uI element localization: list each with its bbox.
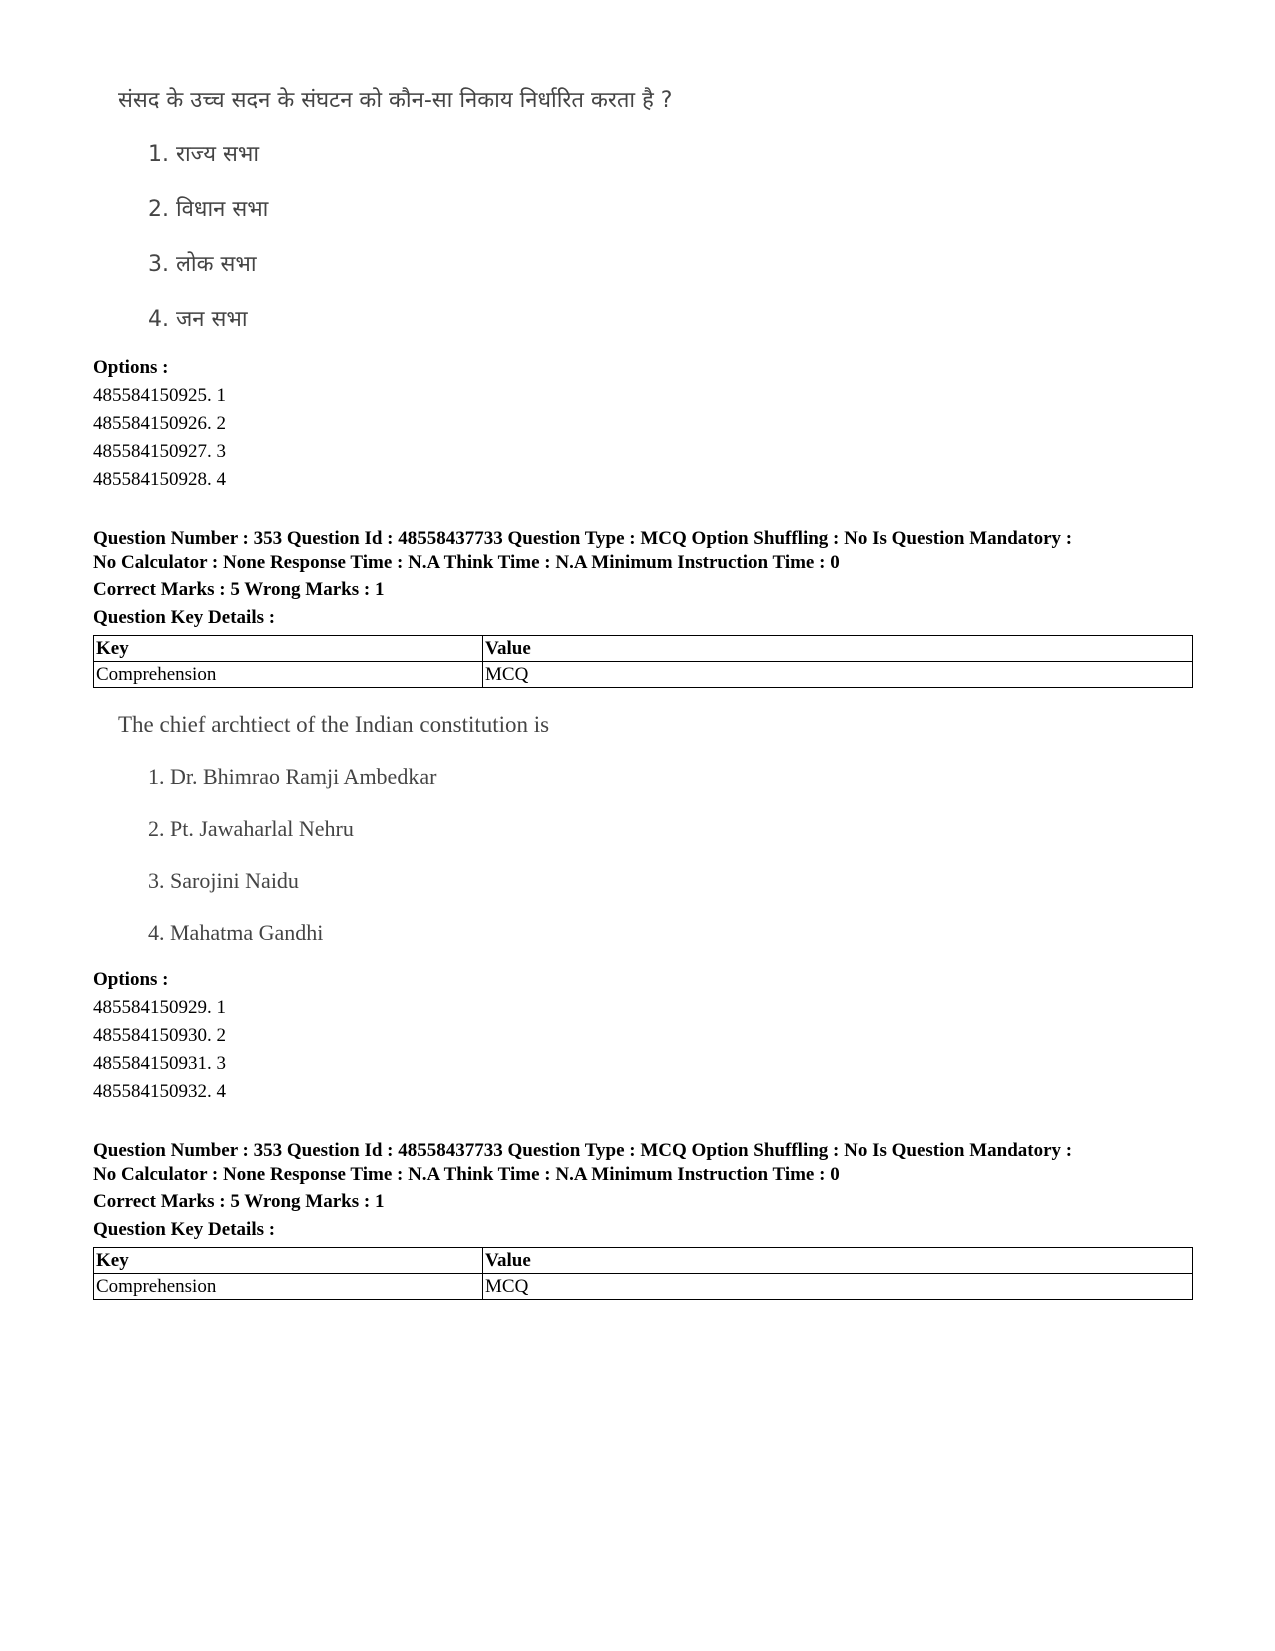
option-item: 485584150930. 2	[93, 1025, 226, 1046]
option-item: 485584150928. 4	[93, 469, 226, 490]
marks-line: Correct Marks : 5 Wrong Marks : 1	[93, 579, 385, 600]
key-details-table	[93, 635, 1193, 688]
key-details-table	[93, 1247, 1193, 1300]
table-row	[94, 1274, 1193, 1300]
option-item: 485584150929. 1	[93, 997, 226, 1018]
key-details-label: Question Key Details :	[93, 607, 276, 628]
table-cell: MCQ	[483, 662, 1193, 688]
table-header-row	[94, 636, 1193, 662]
question-option: 4. जन सभा	[148, 307, 248, 332]
options-list	[93, 354, 1193, 494]
table-header-cell: Key	[94, 636, 483, 662]
question-image-hindi	[118, 84, 672, 344]
question-option: 2. विधान सभा	[148, 197, 269, 222]
option-item: 485584150931. 3	[93, 1053, 226, 1074]
question-option: 4. Mahatma Gandhi	[148, 920, 324, 945]
question-option: 2. Pt. Jawaharlal Nehru	[148, 816, 354, 841]
option-item: 485584150927. 3	[93, 441, 226, 462]
table-cell: Comprehension	[94, 1274, 483, 1300]
question-option: 1. राज्य सभा	[148, 142, 260, 167]
question-option: 3. लोक सभा	[148, 252, 257, 277]
options-label: Options :	[93, 357, 169, 378]
question-option: 3. Sarojini Naidu	[148, 868, 299, 893]
table-header-cell: Key	[94, 1248, 483, 1274]
option-item: 485584150925. 1	[93, 385, 226, 406]
question-text: The chief archtiect of the Indian constitution is	[118, 712, 550, 737]
question-meta-line: No Calculator : None Response Time : N.A Think Time : N.A Minimum Instruction Time : 0	[93, 1163, 840, 1185]
question-meta-line: No Calculator : None Response Time : N.A Think Time : N.A Minimum Instruction Time : 0	[93, 551, 840, 573]
table-row	[94, 662, 1193, 688]
table-header-cell: Value	[483, 1248, 1193, 1274]
key-details-label: Question Key Details :	[93, 1219, 276, 1240]
question-option: 1. Dr. Bhimrao Ramji Ambedkar	[148, 764, 437, 789]
question-text: संसद के उच्च सदन के संघटन को कौन-सा निकाय निर्धारित करता है ?	[118, 88, 673, 113]
question-meta-line: Question Number : 353 Question Id : 48558437733 Question Type : MCQ Option Shuffling : No Is Question Mandatory :	[93, 1140, 1073, 1161]
question-image-english	[118, 712, 549, 958]
table-cell: MCQ	[483, 1274, 1193, 1300]
table-header-row	[94, 1248, 1193, 1274]
table-cell: Comprehension	[94, 662, 483, 688]
options-label: Options :	[93, 969, 169, 990]
option-item: 485584150932. 4	[93, 1081, 226, 1102]
question-meta	[93, 1139, 1193, 1300]
option-item: 485584150926. 2	[93, 413, 226, 434]
marks-line: Correct Marks : 5 Wrong Marks : 1	[93, 1191, 385, 1212]
question-meta	[93, 527, 1193, 688]
table-header-cell: Value	[483, 636, 1193, 662]
question-meta-line: Question Number : 353 Question Id : 48558437733 Question Type : MCQ Option Shuffling : No Is Question Mandatory :	[93, 528, 1073, 549]
options-list	[93, 966, 1193, 1106]
